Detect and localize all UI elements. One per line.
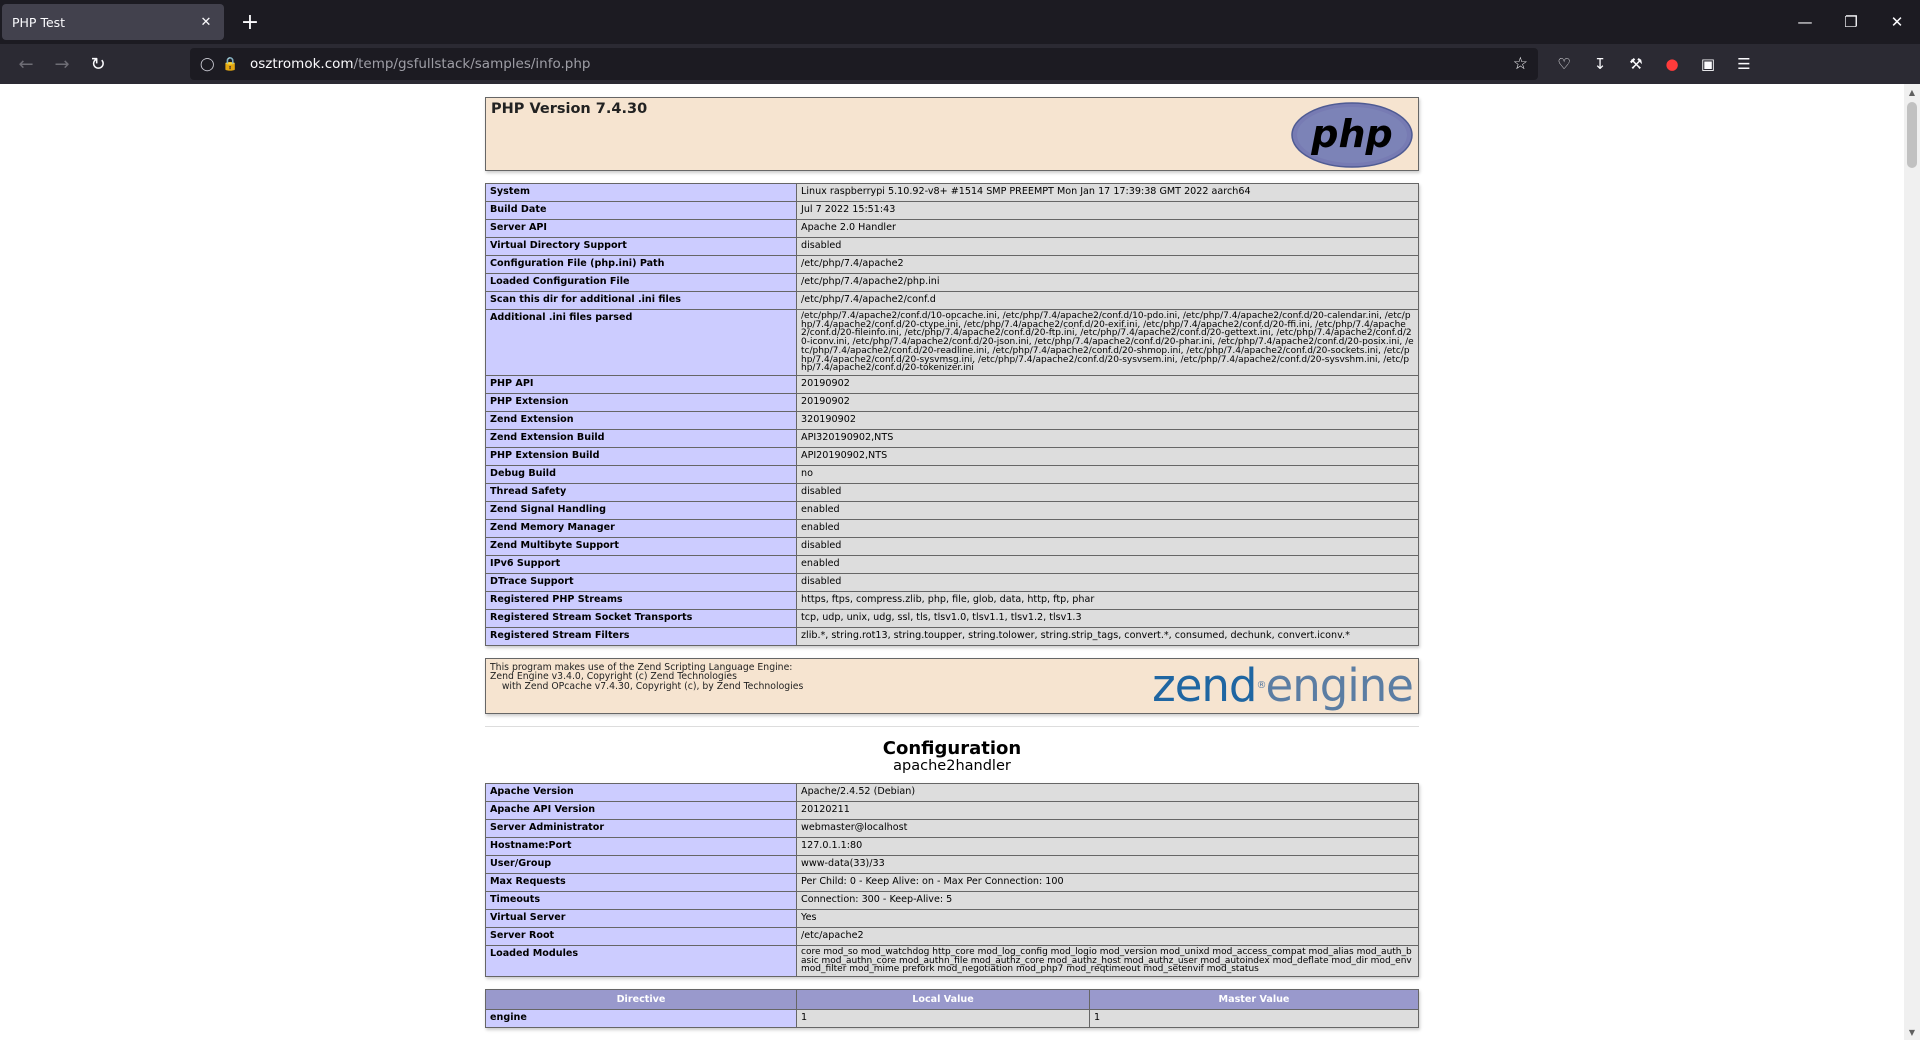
row-label: Registered PHP Streams [486,591,797,609]
table-row [486,783,1419,801]
row-label: Debug Build [486,465,797,483]
zend-text-line-2: Zend Engine v3.4.0, Copyright (c) Zend Technologies [490,671,737,683]
row-label: Zend Signal Handling [486,501,797,519]
row-value: /etc/php/7.4/apache2 [797,256,1419,274]
row-label: Zend Memory Manager [486,519,797,537]
zend-text-line-1: This program makes use of the Zend Scripting Language Engine: [490,661,793,673]
row-value: enabled [797,555,1419,573]
row-value: zlib.*, string.rot13, string.toupper, string.tolower, string.strip_tags, convert.*, consumed, dechunk, convert.iconv.* [797,627,1419,645]
window-controls [1782,0,1920,44]
row-label: PHP API [486,375,797,393]
row-label: Loaded Modules [486,945,797,976]
address-bar[interactable] [190,48,1538,80]
master-value: 1 [1090,1010,1419,1028]
php-logo [1291,102,1413,168]
table-row [486,519,1419,537]
pocket-icon[interactable]: ♡ [1557,55,1571,73]
row-label: Zend Extension Build [486,429,797,447]
row-label: Build Date [486,202,797,220]
back-arrow-icon[interactable]: ← [18,53,34,75]
row-value: disabled [797,238,1419,256]
table-row [486,573,1419,591]
row-value: Per Child: 0 - Keep Alive: on - Max Per Connection: 100 [797,873,1419,891]
row-value: 20190902 [797,375,1419,393]
table-row [486,909,1419,927]
table-row [486,238,1419,256]
general-info-table [485,183,1419,646]
table-row [486,220,1419,238]
local-value: 1 [797,1010,1090,1028]
row-label: Additional .ini files parsed [486,310,797,376]
vertical-scrollbar[interactable] [1904,84,1920,1040]
row-value: 20120211 [797,801,1419,819]
row-value: Apache 2.0 Handler [797,220,1419,238]
row-value: webmaster@localhost [797,819,1419,837]
url-host: osztromok.com [250,56,354,72]
table-row [486,411,1419,429]
phpinfo-content [485,97,1419,1028]
wrench-icon[interactable]: ⚒ [1629,55,1643,73]
table-row [486,202,1419,220]
table-row [486,855,1419,873]
module-heading: apache2handler [893,757,1011,774]
page-title: PHP Version 7.4.30 [491,101,648,117]
table-row [486,555,1419,573]
row-label: PHP Extension Build [486,447,797,465]
row-label: Scan this dir for additional .ini files [486,292,797,310]
menu-icon[interactable]: ☰ [1737,55,1751,73]
table-row [486,1010,1419,1028]
scroll-up-arrow-icon[interactable]: ▲ [1908,87,1916,97]
table-row [486,945,1419,976]
section-divider [485,726,1419,727]
window-close-icon[interactable]: ✕ [1890,13,1904,31]
row-value: Connection: 300 - Keep-Alive: 5 [797,891,1419,909]
table-row [486,310,1419,376]
row-value: tcp, udp, unix, udg, ssl, tls, tlsv1.0, tlsv1.1, tlsv1.2, tlsv1.3 [797,609,1419,627]
row-value: disabled [797,573,1419,591]
table-row [486,537,1419,555]
table-row [486,591,1419,609]
row-value: disabled [797,483,1419,501]
row-label: Loaded Configuration File [486,274,797,292]
row-label: Hostname:Port [486,837,797,855]
svg-text:php: php [1311,112,1393,156]
table-row [486,873,1419,891]
row-label: Apache Version [486,783,797,801]
row-label: Registered Stream Filters [486,627,797,645]
row-label: Virtual Directory Support [486,238,797,256]
bookmark-star-icon[interactable]: ☆ [1512,54,1528,74]
row-value: API20190902,NTS [797,447,1419,465]
row-value: API320190902,NTS [797,429,1419,447]
extension-icon[interactable]: ● [1665,55,1679,73]
row-label: Zend Extension [486,411,797,429]
row-label: Virtual Server [486,909,797,927]
row-label: IPv6 Support [486,555,797,573]
minimize-icon[interactable]: — [1797,13,1813,31]
tab-bar [0,0,1920,44]
row-value: 320190902 [797,411,1419,429]
php-version-header [485,97,1419,171]
row-label: Server API [486,220,797,238]
row-value: /etc/apache2 [797,927,1419,945]
table-row [486,801,1419,819]
column-header-local-value: Local Value [797,990,1090,1010]
directive-table [485,989,1419,1028]
scrollbar-thumb[interactable] [1907,102,1917,168]
forward-arrow-icon[interactable]: → [54,53,70,75]
row-value: Yes [797,909,1419,927]
table-row [486,627,1419,645]
table-row [486,837,1419,855]
tab-title: PHP Test [12,14,66,30]
row-label: Zend Multibyte Support [486,537,797,555]
row-label: DTrace Support [486,573,797,591]
row-value: www-data(33)/33 [797,855,1419,873]
row-value: /etc/php/7.4/apache2/conf.d [797,292,1419,310]
zend-engine-box [485,658,1419,714]
navigation-toolbar [0,44,1920,84]
lock-icon[interactable]: 🔒 [222,56,239,72]
close-tab-icon[interactable]: ✕ [200,14,212,30]
zend-engine-logo: zend®engine [1152,658,1413,712]
zend-text-line-3: with Zend OPcache v7.4.30, Copyright (c), by Zend Technologies [490,680,804,692]
restore-icon[interactable]: ❐ [1844,13,1858,31]
row-value: disabled [797,537,1419,555]
page-viewport [0,84,1904,1040]
download-icon[interactable]: ↧ [1593,55,1607,73]
scroll-down-arrow-icon[interactable]: ▼ [1908,1027,1916,1037]
table-row [486,375,1419,393]
shield-icon[interactable]: ◯ [200,56,215,72]
url-path: /temp/gsfullstack/samples/info.php [353,56,591,72]
row-label: Max Requests [486,873,797,891]
row-value: /etc/php/7.4/apache2/conf.d/10-opcache.ini, /etc/php/7.4/apache2/conf.d/10-pdo.ini, /etc/php/7.4/apache2/conf.d/20-calendar.ini, /etc/php/7.4/apache2/conf.d/20-ctype.ini, /etc/php/7.4/apache2/conf.d/20-exif.ini, /etc/php/7.4/apache2/conf.d/20-ffi.ini, /etc/php/7.4/apache2/conf.d/20-fileinfo.ini, /etc/php/7.4/apache2/conf.d/20-ftp.ini, /etc/php/7.4/apache2/conf.d/20-gettext.ini, /etc/php/7.4/apache2/conf.d/20-iconv.ini, /etc/php/7.4/apache2/conf.d/20-json.ini, /etc/php/7.4/apache2/conf.d/20-phar.ini, /etc/php/7.4/apache2/conf.d/20-posix.ini, /etc/php/7.4/apache2/conf.d/20-readline.ini, /etc/php/7.4/apache2/conf.d/20-shmop.ini, /etc/php/7.4/apache2/conf.d/20-sockets.ini, /etc/php/7.4/apache2/conf.d/20-sysvmsg.ini, /etc/php/7.4/apache2/conf.d/20-sysvsem.ini, /etc/php/7.4/apache2/conf.d/20-sysvshm.ini, /etc/php/7.4/apache2/conf.d/20-tokenizer.ini [797,310,1419,376]
table-row [486,609,1419,627]
table-row [486,429,1419,447]
column-header-master-value: Master Value [1090,990,1419,1010]
row-label: Registered Stream Socket Transports [486,609,797,627]
tab-php-test[interactable] [2,4,224,40]
row-label: Apache API Version [486,801,797,819]
new-tab-button[interactable]: + [240,9,260,35]
reload-icon[interactable]: ↻ [90,53,106,75]
table-row [486,465,1419,483]
table-row [486,927,1419,945]
table-row [486,393,1419,411]
table-row [486,184,1419,202]
table-row [486,891,1419,909]
toolbar-icons [1546,48,1762,80]
column-header-directive: Directive [486,990,797,1010]
row-value: 127.0.1.1:80 [797,837,1419,855]
table-row [486,819,1419,837]
row-label: Configuration File (php.ini) Path [486,256,797,274]
row-value: Jul 7 2022 15:51:43 [797,202,1419,220]
row-value: 20190902 [797,393,1419,411]
row-value: no [797,465,1419,483]
container-icon[interactable]: ▣ [1700,55,1716,73]
row-value: core mod_so mod_watchdog http_core mod_log_config mod_logio mod_version mod_unixd mod_access_compat mod_alias mod_auth_basic mod_authn_core mod_authn_file mod_authz_core mod_authz_host mod_authz_user mod_autoindex mod_deflate mod_dir mod_env mod_filter mod_mime prefork mod_negotiation mod_php7 mod_reqtimeout mod_setenvif mod_status [797,945,1419,976]
table-row [486,274,1419,292]
table-row [486,501,1419,519]
table-row [486,447,1419,465]
row-label: Server Administrator [486,819,797,837]
row-value: enabled [797,501,1419,519]
row-label: PHP Extension [486,393,797,411]
row-value: enabled [797,519,1419,537]
row-label: Thread Safety [486,483,797,501]
row-value: Linux raspberrypi 5.10.92-v8+ #1514 SMP PREEMPT Mon Jan 17 17:39:38 GMT 2022 aarch64 [797,184,1419,202]
row-label: System [486,184,797,202]
table-row [486,292,1419,310]
row-value: /etc/php/7.4/apache2/php.ini [797,274,1419,292]
configuration-heading: Configuration [882,737,1022,759]
table-row [486,483,1419,501]
row-label: Server Root [486,927,797,945]
row-value: Apache/2.4.52 (Debian) [797,783,1419,801]
row-label: Timeouts [486,891,797,909]
apache2handler-table [485,783,1419,977]
table-row [486,256,1419,274]
row-value: https, ftps, compress.zlib, php, file, glob, data, http, ftp, phar [797,591,1419,609]
directive-name: engine [486,1010,797,1028]
row-label: User/Group [486,855,797,873]
